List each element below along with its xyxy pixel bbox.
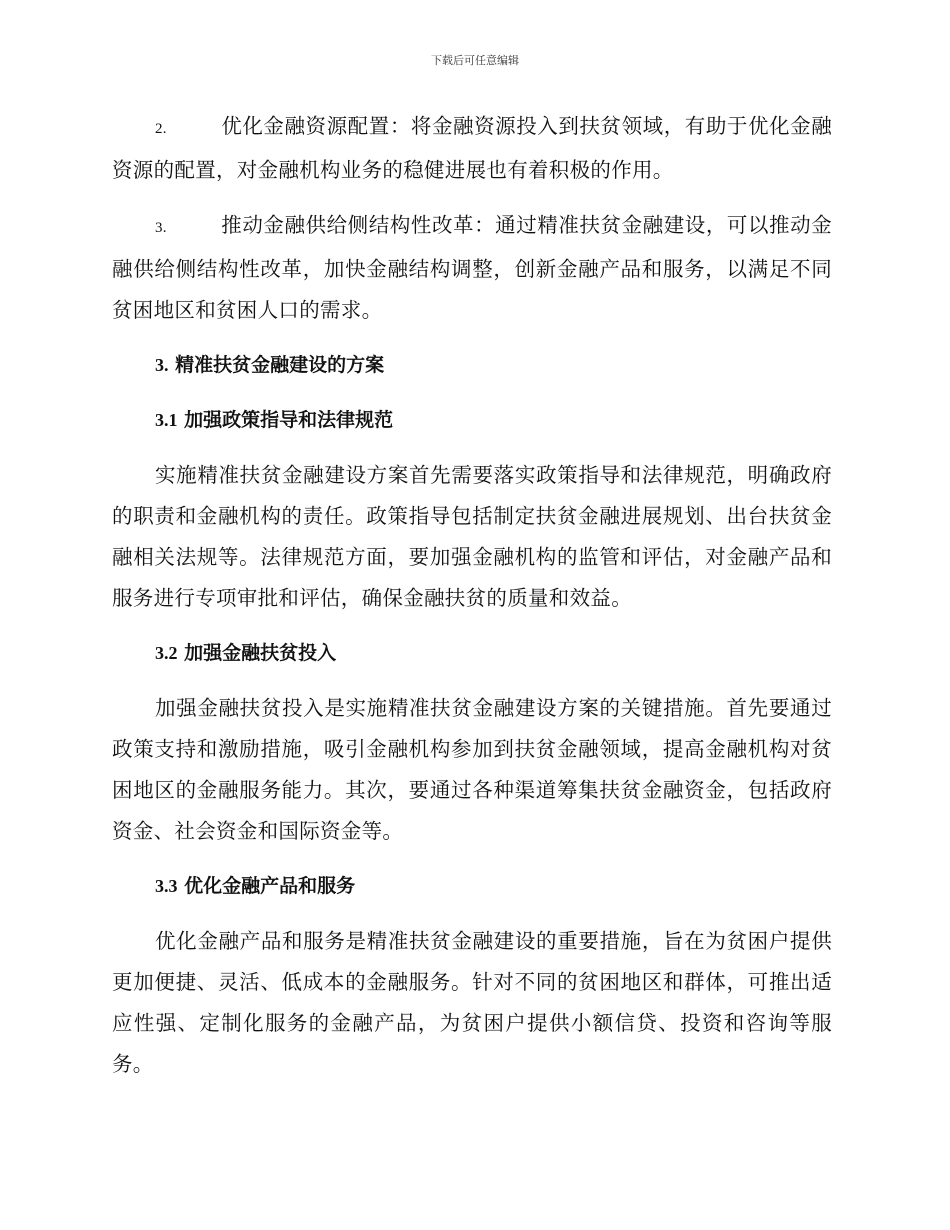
section-number: 3. [155, 355, 169, 375]
paragraph-3-3: 优化金融产品和服务是精准扶贫金融建设的重要措施，旨在为贫困户提供更加便捷、灵活、低成本的金融服务。针对不同的贫困地区和群体，可推出适应性强、定制化服务的金融产品，为贫困户提供小额信贷、投资和咨询等服务。 [112, 929, 832, 1076]
subsection-number: 3.1 [155, 410, 178, 430]
subsection-title: 加强金融扶贫投入 [184, 642, 337, 664]
list-item-text: 优化金融资源配置：将金融资源投入到扶贫领域，有助于优化金融资源的配置，对金融机构业务的稳健进展也有着积极的作用。 [112, 114, 832, 182]
list-item-3 [112, 205, 832, 331]
page-header-note: 下载后可任意编辑 [431, 54, 519, 67]
section-heading-3 [112, 345, 832, 386]
list-item-number: 3. [155, 220, 167, 236]
subsection-title: 加强政策指导和法律规范 [184, 409, 394, 431]
subsection-number: 3.2 [155, 643, 178, 663]
subsection-title: 优化金融产品和服务 [184, 875, 356, 897]
list-item-2 [112, 106, 832, 191]
list-item-number: 2. [155, 121, 167, 137]
subsection-number: 3.3 [155, 876, 178, 896]
list-item-text: 推动金融供给侧结构性改革：通过精准扶贫金融建设，可以推动金融供给侧结构性改革，加快金融结构调整，创新金融产品和服务，以满足不同贫困地区和贫困人口的需求。 [112, 213, 832, 322]
paragraph-3-1: 实施精准扶贫金融建设方案首先需要落实政策指导和法律规范，明确政府的职责和金融机构的责任。政策指导包括制定扶贫金融进展规划、出台扶贫金融相关法规等。法律规范方面，要加强金融机构的监管和评估，对金融产品和服务进行专项审批和评估，确保金融扶贫的质量和效益。 [112, 463, 832, 610]
paragraph-3-2: 加强金融扶贫投入是实施精准扶贫金融建设方案的关键措施。首先要通过政策支持和激励措施，吸引金融机构参加到扶贫金融领域，提高金融机构对贫困地区的金融服务能力。其次，要通过各种渠道筹集扶贫金融资金，包括政府资金、社会资金和国际资金等。 [112, 696, 832, 843]
subsection-heading-3-1 [112, 400, 832, 441]
subsection-heading-3-2 [112, 633, 832, 674]
document-body [112, 106, 832, 1099]
subsection-heading-3-3 [112, 866, 832, 907]
section-title: 精准扶贫金融建设的方案 [175, 354, 385, 376]
